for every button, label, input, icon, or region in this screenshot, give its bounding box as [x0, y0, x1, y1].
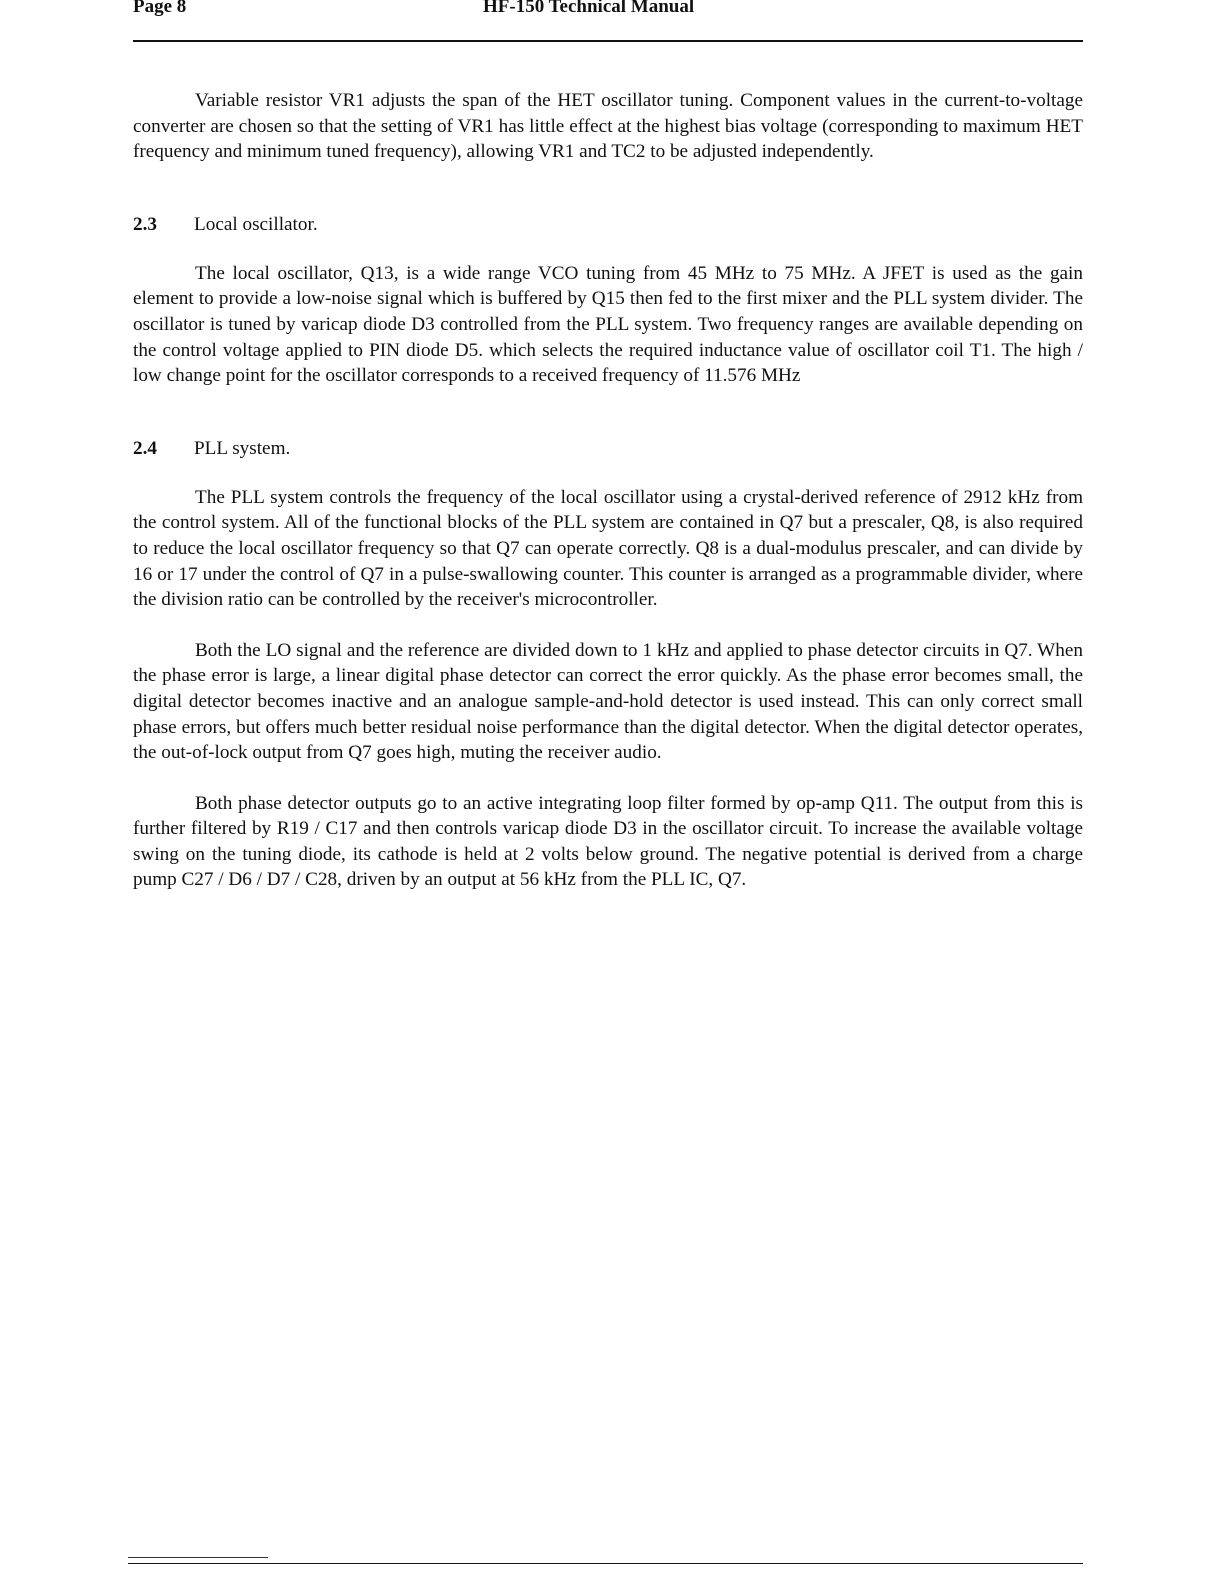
- manual-title: HF-150 Technical Manual: [483, 0, 695, 17]
- section-heading-2-4: [133, 436, 1083, 461]
- pll-paragraph-1: The PLL system controls the frequency of the local oscillator using a crystal-derived reference of 2912 kHz from the control system. All of the functional blocks of the PLL system are contained in Q7 but a prescaler, Q8, is also required to reduce the local oscillator frequency so that Q7 can operate correctly. Q8 is a dual-modulus prescaler, and can divide by 16 or 17 under the control of Q7 in a pulse-swallowing counter. This counter is arranged as a programmable divider, where the division ratio can be controlled by the receiver's microcontroller.: [133, 486, 1083, 611]
- document-body: [133, 88, 1083, 893]
- intro-paragraph: Variable resistor VR1 adjusts the span of the HET oscillator tuning. Component values in the current-to-voltage converter are chosen so that the setting of VR1 has little effect at the highest bias voltage (corresponding to maximum HET frequency and minimum tuned frequency), allowing VR1 and TC2 to be adjusted independently.: [133, 90, 1083, 163]
- page-number: Page 8: [133, 0, 187, 17]
- section-number: 2.4: [133, 437, 157, 459]
- header-divider: [133, 40, 1083, 42]
- pll-paragraph-3: Both phase detector outputs go to an active integrating loop filter formed by op-amp Q11. The output from this is further filtered by R19 / C17 and then controls varicap diode D3 in the oscillator circuit. To increase the available voltage swing on the tuning diode, its cathode is held at 2 volts below ground. The negative potential is derived from a charge pump C27 / D6 / D7 / C28, driven by an output at 56 kHz from the PLL IC, Q7.: [133, 792, 1083, 891]
- footer-rule: [128, 1563, 1083, 1564]
- page-header: [133, 0, 1083, 18]
- local-oscillator-paragraph: The local oscillator, Q13, is a wide range VCO tuning from 45 MHz to 75 MHz. A JFET is used as the gain element to provide a low-noise signal which is buffered by Q15 then fed to the first mixer and the PLL system divider. The oscillator is tuned by varicap diode D3 controlled from the PLL system. Two frequency ranges are available depending on the control voltage applied to PIN diode D5. which selects the required inductance value of oscillator coil T1. The high / low change point for the oscillator corresponds to a received frequency of 11.576 MHz: [133, 262, 1083, 387]
- section-heading-2-3: [133, 212, 1083, 237]
- footer-short-rule: [128, 1557, 268, 1558]
- section-number: 2.3: [133, 213, 157, 235]
- section-title: Local oscillator.: [194, 213, 318, 235]
- pll-paragraph-2: Both the LO signal and the reference are divided down to 1 kHz and applied to phase detector circuits in Q7. When the phase error is large, a linear digital phase detector can correct the error quickly. As the phase error becomes small, the digital detector becomes inactive and an analogue sample-and-hold detector is used instead. This can only correct small phase errors, but offers much better residual noise performance than the digital detector. When the digital detector operates, the out-of-lock output from Q7 goes high, muting the receiver audio.: [133, 639, 1083, 764]
- section-title: PLL system.: [194, 437, 291, 459]
